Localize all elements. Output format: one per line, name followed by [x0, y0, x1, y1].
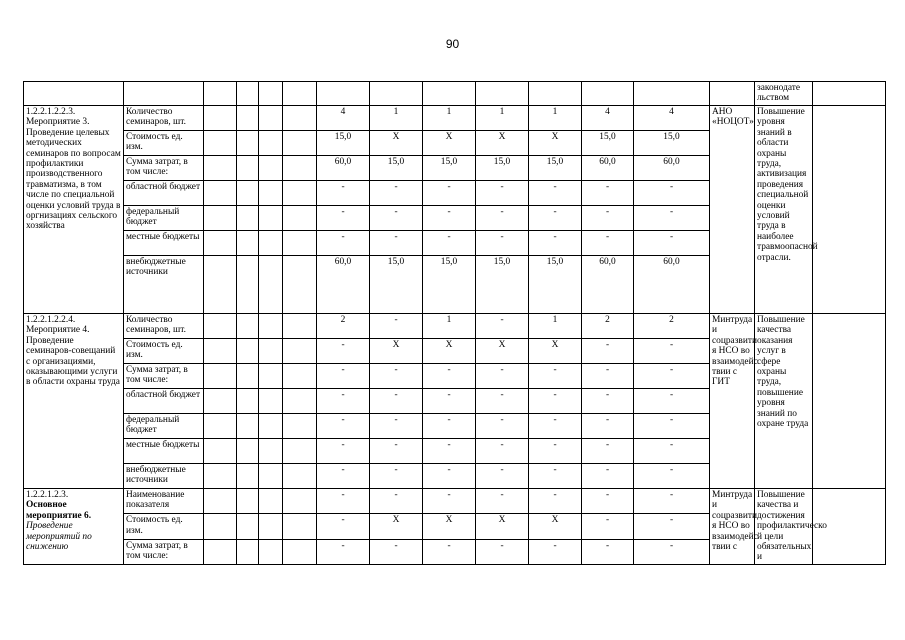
- row-label: внебюджетные источники: [124, 256, 204, 314]
- page-number: 90: [445, 37, 460, 51]
- value-cell: 15,0: [529, 156, 582, 181]
- value-cell: 1: [370, 106, 423, 131]
- result-text: Повышение качества и достижения профилактическо й цели обязательных и: [757, 490, 827, 563]
- value-cell: -: [634, 389, 710, 414]
- value-cell: 2: [317, 314, 370, 339]
- value-cell: -: [582, 389, 634, 414]
- value-cell: Х: [423, 131, 476, 156]
- value-cell: -: [529, 464, 582, 489]
- value-cell: -: [317, 439, 370, 464]
- value-cell: -: [317, 339, 370, 364]
- value-cell: -: [476, 231, 529, 256]
- value-cell: 15,0: [476, 156, 529, 181]
- value-cell: -: [317, 514, 370, 539]
- value-cell: -: [476, 464, 529, 489]
- value-cell: -: [370, 439, 423, 464]
- value-cell: -: [317, 231, 370, 256]
- value-cell: -: [476, 389, 529, 414]
- value-cell: 1: [476, 106, 529, 131]
- value-cell: 4: [582, 106, 634, 131]
- value-cell: -: [370, 181, 423, 206]
- value-cell: 2: [634, 314, 710, 339]
- measure-code: 1.2.2.1.2.3.: [26, 490, 69, 500]
- value-cell: -: [317, 489, 370, 514]
- value-cell: -: [370, 314, 423, 339]
- value-cell: -: [529, 181, 582, 206]
- value-cell: -: [476, 314, 529, 339]
- value-cell: -: [317, 414, 370, 439]
- value-cell: -: [582, 231, 634, 256]
- value-cell: -: [317, 539, 370, 564]
- value-cell: -: [529, 489, 582, 514]
- responsible-cell: Минтруда и соцразвити я НСО во взаимодейс твии с ГИТ: [710, 314, 755, 489]
- value-cell: 60,0: [582, 256, 634, 314]
- value-cell: -: [634, 539, 710, 564]
- value-cell: -: [370, 414, 423, 439]
- value-cell: 4: [634, 106, 710, 131]
- value-cell: -: [582, 364, 634, 389]
- value-cell: Х: [370, 339, 423, 364]
- value-cell: 1: [423, 314, 476, 339]
- value-cell: -: [423, 231, 476, 256]
- value-cell: -: [634, 464, 710, 489]
- value-cell: -: [529, 231, 582, 256]
- value-cell: 15,0: [317, 131, 370, 156]
- measure-code: 1.2.2.1.2.2.3.: [26, 107, 76, 117]
- program-table: [23, 81, 886, 565]
- value-cell: 15,0: [634, 131, 710, 156]
- value-cell: 1: [423, 106, 476, 131]
- value-cell: Х: [476, 339, 529, 364]
- responsible-cell: законодате льством: [755, 82, 813, 106]
- value-cell: -: [582, 439, 634, 464]
- measure-code: 1.2.2.1.2.2.4.: [26, 315, 76, 325]
- value-cell: -: [423, 206, 476, 231]
- value-cell: -: [582, 489, 634, 514]
- value-cell: Х: [370, 514, 423, 539]
- value-cell: 2: [582, 314, 634, 339]
- value-cell: -: [582, 539, 634, 564]
- value-cell: Х: [476, 131, 529, 156]
- responsible-cell: АНО «НОЦОТ»: [710, 106, 755, 314]
- measure-cell: [24, 489, 124, 565]
- table-row: [24, 82, 886, 106]
- value-cell: 15,0: [370, 256, 423, 314]
- row-label: местные бюджеты: [124, 439, 204, 464]
- row-label: федеральный бюджет: [124, 206, 204, 231]
- value-cell: -: [582, 414, 634, 439]
- value-cell: -: [582, 464, 634, 489]
- value-cell: -: [317, 389, 370, 414]
- result-cell: [755, 489, 827, 565]
- row-label: Количество семинаров, шт.: [124, 314, 204, 339]
- row-label: местные бюджеты: [124, 231, 204, 256]
- value-cell: -: [634, 206, 710, 231]
- value-cell: -: [529, 364, 582, 389]
- value-cell: 60,0: [634, 156, 710, 181]
- value-cell: -: [634, 489, 710, 514]
- value-cell: Х: [370, 131, 423, 156]
- value-cell: -: [423, 414, 476, 439]
- value-cell: -: [317, 464, 370, 489]
- value-cell: -: [634, 439, 710, 464]
- value-cell: 15,0: [582, 131, 634, 156]
- measure-cell: [24, 106, 124, 314]
- table-row: [24, 106, 886, 131]
- value-cell: 1: [529, 106, 582, 131]
- row-label: федеральный бюджет: [124, 414, 204, 439]
- value-cell: -: [634, 364, 710, 389]
- value-cell: Х: [423, 514, 476, 539]
- value-cell: -: [476, 539, 529, 564]
- measure-subtitle: Проведение мероприятий по снижению: [26, 521, 92, 553]
- row-label: Стоимость ед. изм.: [124, 131, 204, 156]
- result-cell: Повышение уровня знаний в области охраны труда, активизация проведения специальной оценки условий труда в наиболее травмоопасной отрасли.: [755, 106, 813, 314]
- value-cell: Х: [529, 339, 582, 364]
- value-cell: -: [634, 414, 710, 439]
- value-cell: -: [370, 539, 423, 564]
- result-cell: Повышение качества оказания услуг в сфере охраны труда, повышение уровня знаний по охране труда: [755, 314, 813, 489]
- value-cell: -: [423, 464, 476, 489]
- value-cell: -: [582, 339, 634, 364]
- measure-cell: [24, 314, 124, 489]
- value-cell: -: [370, 364, 423, 389]
- row-label: Стоимость ед. изм.: [124, 514, 204, 539]
- value-cell: -: [317, 181, 370, 206]
- value-cell: -: [634, 231, 710, 256]
- responsible-text: Минтруда и соцразвити я НСО во взаимодейс твии с: [712, 490, 758, 553]
- value-cell: -: [370, 464, 423, 489]
- value-cell: -: [317, 364, 370, 389]
- value-cell: 15,0: [423, 256, 476, 314]
- value-cell: -: [529, 389, 582, 414]
- value-cell: 60,0: [317, 156, 370, 181]
- value-cell: -: [634, 181, 710, 206]
- value-cell: -: [529, 206, 582, 231]
- row-label: Количество семинаров, шт.: [124, 106, 204, 131]
- value-cell: -: [634, 514, 710, 539]
- value-cell: 60,0: [634, 256, 710, 314]
- value-cell: -: [529, 539, 582, 564]
- value-cell: -: [582, 181, 634, 206]
- value-cell: -: [423, 539, 476, 564]
- value-cell: 4: [317, 106, 370, 131]
- value-cell: Х: [529, 131, 582, 156]
- value-cell: -: [529, 439, 582, 464]
- value-cell: -: [370, 489, 423, 514]
- value-cell: -: [317, 206, 370, 231]
- value-cell: -: [476, 489, 529, 514]
- value-cell: -: [423, 389, 476, 414]
- row-label: Наименование показателя: [124, 489, 204, 514]
- value-cell: 1: [529, 314, 582, 339]
- value-cell: -: [423, 439, 476, 464]
- table-row: [24, 314, 886, 339]
- value-cell: Х: [529, 514, 582, 539]
- value-cell: 15,0: [370, 156, 423, 181]
- value-cell: 15,0: [423, 156, 476, 181]
- measure-title: Мероприятие 4. Проведение семинаров-совещаний с организациями, оказывающими услуги в области охраны труда: [26, 325, 120, 388]
- responsible-cell: [710, 489, 758, 565]
- value-cell: -: [423, 364, 476, 389]
- measure-title: Мероприятие 3. Проведение целевых методических семинаров по вопросам профилактики производственного травматизма, в том числе по специальной оценки условий труда в оргнизациях сельского хозяйства: [26, 117, 121, 232]
- value-cell: -: [476, 414, 529, 439]
- value-cell: 15,0: [476, 256, 529, 314]
- row-label: Сумма затрат, в том числе:: [124, 364, 204, 389]
- row-label: Стоимость ед. изм.: [124, 339, 204, 364]
- value-cell: -: [529, 414, 582, 439]
- value-cell: Х: [476, 514, 529, 539]
- row-label: Сумма затрат, в том числе:: [124, 156, 204, 181]
- value-cell: -: [476, 206, 529, 231]
- row-label: областной бюджет: [124, 389, 204, 414]
- value-cell: -: [582, 206, 634, 231]
- value-cell: 15,0: [529, 256, 582, 314]
- value-cell: -: [370, 389, 423, 414]
- value-cell: 60,0: [582, 156, 634, 181]
- value-cell: -: [423, 489, 476, 514]
- measure-title: Основное мероприятие 6.: [26, 500, 92, 521]
- table-row: [24, 489, 886, 514]
- row-label: Сумма затрат, в том числе:: [124, 539, 204, 564]
- value-cell: -: [370, 231, 423, 256]
- value-cell: -: [582, 514, 634, 539]
- value-cell: -: [634, 339, 710, 364]
- value-cell: -: [476, 439, 529, 464]
- row-label: внебюджетные источники: [124, 464, 204, 489]
- value-cell: -: [370, 206, 423, 231]
- value-cell: Х: [423, 339, 476, 364]
- value-cell: -: [476, 181, 529, 206]
- value-cell: -: [476, 364, 529, 389]
- value-cell: -: [423, 181, 476, 206]
- value-cell: 60,0: [317, 256, 370, 314]
- row-label: областной бюджет: [124, 181, 204, 206]
